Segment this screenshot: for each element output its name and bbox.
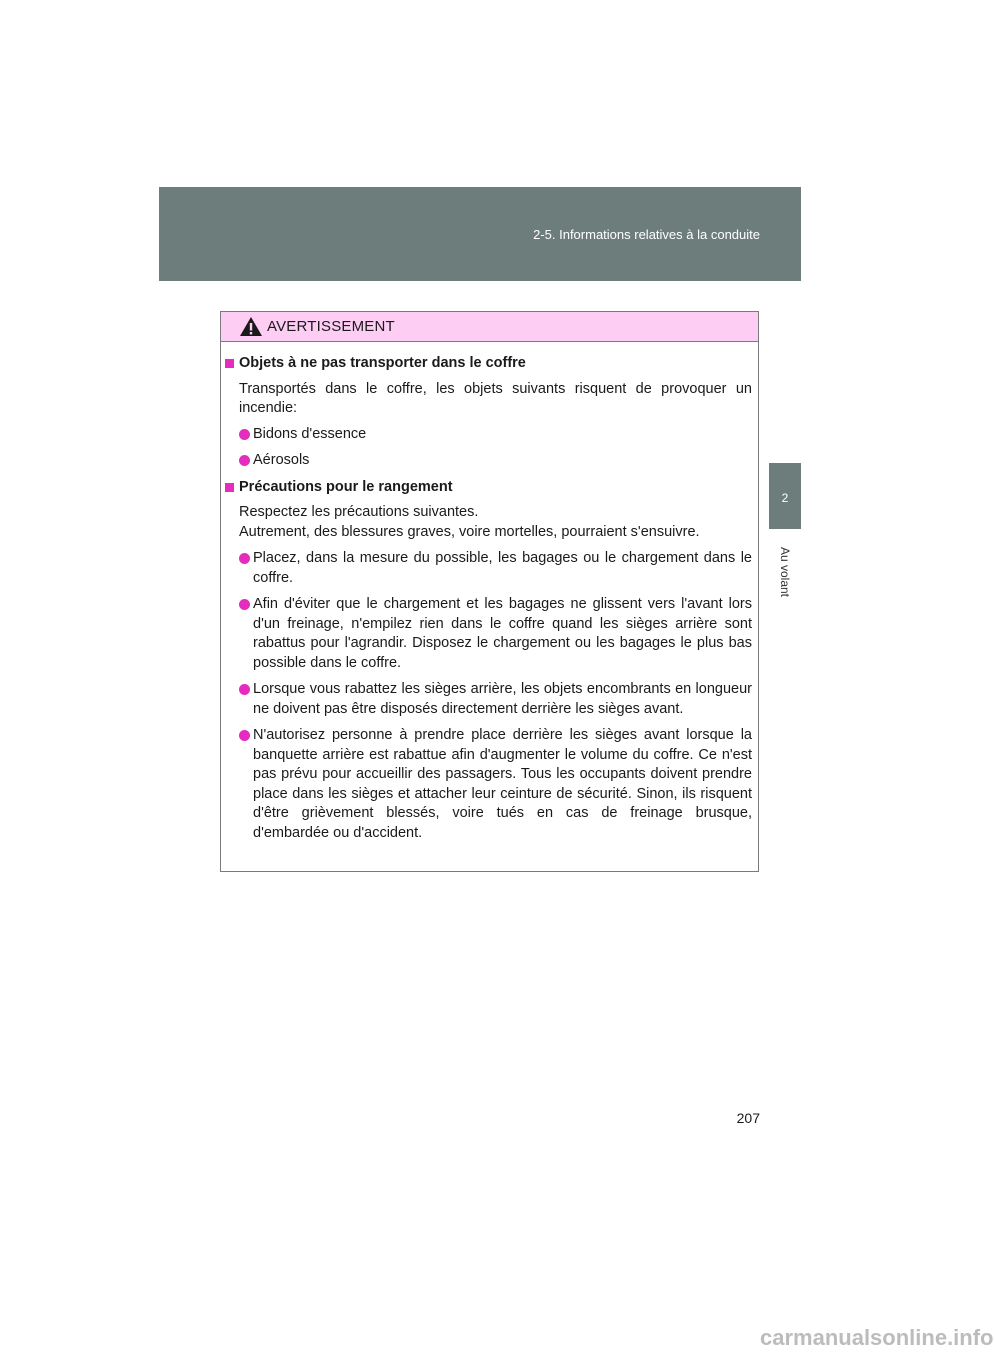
round-bullet-icon xyxy=(239,599,250,610)
chapter-tab xyxy=(769,463,801,529)
square-bullet-icon xyxy=(225,359,234,368)
round-bullet-icon xyxy=(239,730,250,741)
page-number: 207 xyxy=(736,1110,760,1126)
section-intro-1: Transportés dans le coffre, les objets suivants risquent de provoquer un incendie: xyxy=(239,380,752,416)
list-item: Lorsque vous rabattez les sièges arrière, les objets encombrants en longueur ne doivent pas être disposés directement derrière les sièges avant. xyxy=(221,680,752,719)
warning-header xyxy=(221,312,758,342)
section-title: 2-5. Informations relatives à la conduite xyxy=(533,227,760,242)
warning-title: AVERTISSEMENT xyxy=(267,318,395,335)
round-bullet-icon xyxy=(239,684,250,695)
chapter-label-text: Au volant xyxy=(778,546,792,598)
warning-box xyxy=(220,311,759,872)
chapter-label xyxy=(773,540,797,604)
round-bullet-icon xyxy=(239,455,250,466)
warning-body xyxy=(221,342,758,843)
list-item: Placez, dans la mesure du possible, les bagages ou le chargement dans le coffre. xyxy=(221,549,752,588)
chapter-number: 2 xyxy=(781,491,789,505)
round-bullet-icon xyxy=(239,429,250,440)
section-intro-2: Respectez les précautions suivantes. Autrement, des blessures graves, voire mortelles, pourraient s'ensuivre. xyxy=(239,504,700,540)
list-item: N'autorisez personne à prendre place derrière les sièges avant lorsque la banquette arrière est rabattue afin d'augmenter le volume du coffre. Ce n'est pas prévu pour accueillir des passagers. Tous les occupants doivent prendre place dans les sièges et attacher leur ceinture de sécurité. Sinon, ils risquent d'être grièvement blessés, voire tués en cas de freinage brusque, d'embardée ou d'accident. xyxy=(221,726,752,843)
section-heading-1: Objets à ne pas transporter dans le coffre xyxy=(221,354,752,374)
watermark: carmanualsonline.info xyxy=(760,1325,994,1350)
list-item: Bidons d'essence xyxy=(221,425,752,445)
list-item: Afin d'éviter que le chargement et les bagages ne glissent vers l'avant lors d'un freinage, n'empilez rien dans le coffre quand les sièges arrière sont rabattus pour l'agrandir. Disposez le chargement ou les bagages le plus bas possible dans le coffre. xyxy=(221,595,752,673)
round-bullet-icon xyxy=(239,553,250,564)
warning-triangle-icon xyxy=(239,316,263,337)
list-item: Aérosols xyxy=(221,451,752,471)
square-bullet-icon xyxy=(225,483,234,492)
header-band xyxy=(159,187,801,281)
section-heading-2: Précautions pour le rangement xyxy=(221,478,752,498)
